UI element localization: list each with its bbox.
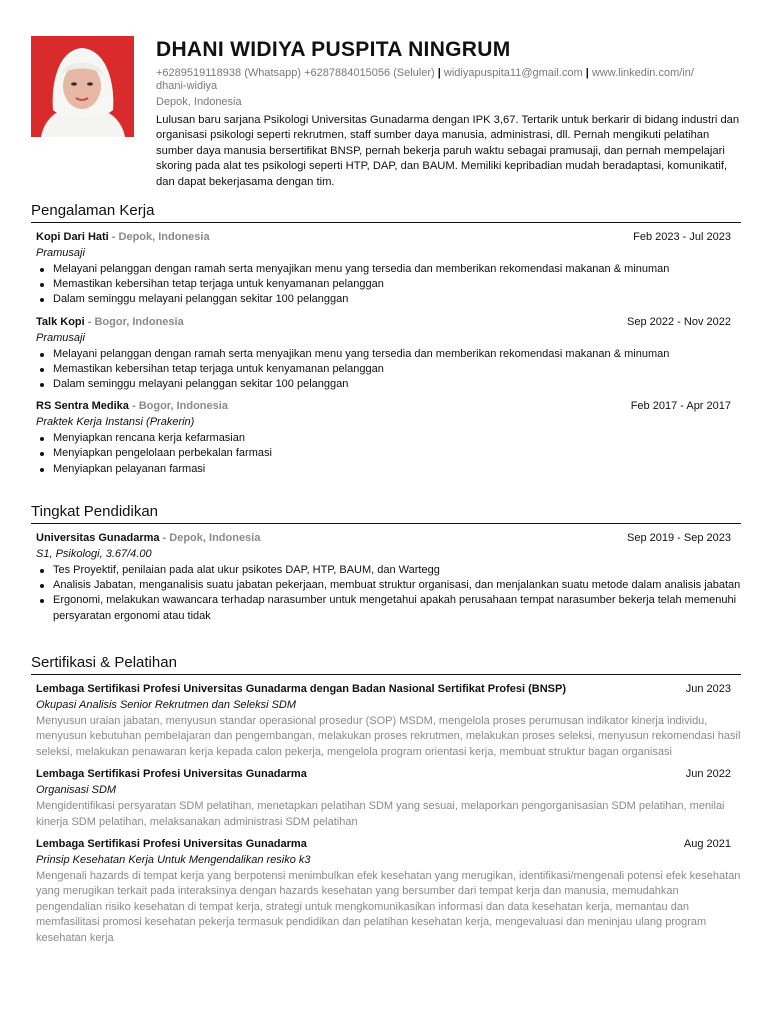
experience-entry [31, 315, 741, 393]
contact-separator: | [585, 67, 589, 79]
bullet-list [31, 347, 741, 393]
contact-info [156, 67, 741, 93]
organization-name: Lembaga Sertifikasi Profesi Universitas Gunadarma [36, 838, 307, 851]
entry-header [31, 399, 741, 413]
section-title-experience: Pengalaman Kerja [31, 201, 741, 223]
section-title-certification: Sertifikasi & Pelatihan [31, 653, 741, 675]
organization-name: Universitas Gunadarma [36, 532, 160, 544]
contact-email[interactable]: widiyapuspita11@gmail.com [443, 67, 583, 79]
contact-separator: | [437, 67, 441, 79]
profile-summary: Lulusan baru sarjana Psikologi Universitas Gunadarma dengan IPK 3,67. Tertarik untuk berkarir di bidang industri dan organisasi psikologi seperti rekrutmen, staff sumber daya manusia, administrasi, dll. Pernah mengikuti pelatihan sumber daya manusia bersertifikat BNSP, pernah bekerja paruh waktu sebagai pramusaji, dan pernah mempelajari skoring pada alat tes psikologi seperti HTP, DAP, dan BAUM. Memiliki kepribadian mudah beradaptasi, komunikatif, dan dapat bekerjasama dengan tim. [156, 114, 740, 188]
location-dash: - [84, 315, 95, 328]
date-range: Jun 2022 [685, 768, 731, 781]
bullet-item: Menyiapkan rencana kerja kefarmasian [36, 431, 741, 446]
bullet-item: Analisis Jabatan, menganalisis suatu jabatan pekerjaan, membuat struktur organisasi, dan menjalankan suatu metode dalam analisis jabatan [36, 578, 741, 593]
education-entry [31, 531, 741, 624]
contact-phone: +6289519118938 (Whatsapp) +6287884015056 (Seluler) [156, 67, 435, 79]
organization-location: Bogor, Indonesia [94, 315, 184, 328]
date-range: Aug 2021 [683, 838, 731, 851]
entry-header [31, 767, 741, 781]
experience-section [31, 201, 741, 477]
entry-header [31, 315, 741, 329]
role-title: Pramusaji [36, 247, 85, 259]
entry-description: Mengidentifikasi persyaratan SDM pelatihan, menetapkan pelatihan SDM yang sesuai, melaporkan pengorganisasian SDM pelatihan, menilai kinerja SDM pelatihan, melaksanakan administrasi SDM pelatihan [36, 800, 725, 828]
experience-entry [31, 399, 741, 477]
profile-photo [31, 36, 134, 137]
certification-list [31, 682, 741, 946]
certification-section [31, 653, 741, 946]
organization-name: Lembaga Sertifikasi Profesi Universitas Gunadarma [36, 768, 307, 781]
organization-location: Depok, Indonesia [169, 532, 261, 544]
bullet-item: Dalam seminggu melayani pelanggan sekitar 100 pelanggan [36, 377, 741, 392]
contact-linkedin-cont[interactable]: dhani-widiya [156, 80, 218, 92]
resume-header [31, 36, 741, 196]
bullet-item: Dalam seminggu melayani pelanggan sekitar 100 pelanggan [36, 292, 741, 307]
certification-entry [31, 767, 741, 830]
organization-location: Bogor, Indonesia [138, 400, 228, 413]
contact-linkedin[interactable]: www.linkedin.com/in/ [591, 67, 694, 79]
certification-entry [31, 682, 741, 760]
candidate-location: Depok, Indonesia [156, 96, 242, 108]
role-title: S1, Psikologi, 3.67/4.00 [36, 548, 152, 560]
date-range: Feb 2017 - Apr 2017 [630, 400, 731, 413]
education-list [31, 531, 741, 624]
date-range: Sep 2019 - Sep 2023 [627, 532, 731, 544]
organization-name: Kopi Dari Hati [36, 231, 109, 243]
organization-name: Lembaga Sertifikasi Profesi Universitas Gunadarma dengan Badan Nasional Sertifikat Profesi (BNSP) [36, 683, 566, 695]
entry-header [31, 837, 741, 851]
bullet-item: Tes Proyektif, penilaian pada alat ukur psikotes DAP, HTP, BAUM, dan Wartegg [36, 563, 741, 578]
role-title: Praktek Kerja Instansi (Prakerin) [36, 416, 195, 429]
certification-entry [31, 837, 741, 946]
experience-list [31, 230, 741, 477]
organization-name: Talk Kopi [36, 315, 85, 328]
date-range: Feb 2023 - Jul 2023 [633, 231, 731, 243]
bullet-item: Menyiapkan pengelolaan perbekalan farmasi [36, 446, 741, 461]
role-title: Prinsip Kesehatan Kerja Untuk Mengendalikan resiko k3 [36, 854, 311, 867]
entry-description: Menyusun uraian jabatan, menyusun standar operasional prosedur (SOP) MSDM, mengelola proses perumusan indikator kinerja individu, menyusun kebutuhan pembelajaran dan pengembangan, melakukan proses rekrutmen, melakukan proses seleksi, menyusun rekomendasi hasil seleksi, melakukan penawaran kerja kepada calon pekerja, mengelola program orientasi kerja, membuat struktur bagan organisasi [36, 715, 741, 758]
role-title: Okupasi Analisis Senior Rekrutmen dan Seleksi SDM [36, 699, 297, 711]
candidate-name: DHANI WIDIYA PUSPITA NINGRUM [156, 38, 511, 61]
bullet-list [31, 563, 741, 624]
bullet-list [31, 431, 741, 477]
location-dash: - [128, 400, 139, 413]
entry-description: Mengenali hazards di tempat kerja yang berpotensi menimbulkan efek kesehatan yang merugikan, identifikasi/mengenali potensi efek kesehatan yang merugikan terkait pada interaksinya dengan hazards kesehatan yang bersumber dari tempat kerja dan manusia, memudahkan pengendalian risiko kesehatan di tempat kerja, strategi untuk mengkomunikasikan informasi dan data kesehatan kerja, memantau dan memfasilitasi promosi kesehatan pekerja termasuk pendidikan dan pelatihan kesehatan kerja, mengevaluasi dan meninjau ulang program kesehatan kerja [36, 870, 741, 944]
bullet-item: Ergonomi, melakukan wawancara terhadap narasumber untuk mengetahui apakah perusahaan tempat narasumber bekerja telah memenuhi persyaratan ergonomi atau tidak [36, 593, 741, 623]
education-section [31, 502, 741, 624]
organization-name: RS Sentra Medika [36, 400, 129, 413]
entry-header [31, 682, 741, 696]
bullet-item: Memastikan kebersihan tetap terjaga untuk kenyamanan pelanggan [36, 362, 741, 377]
profile-photo-illustration [31, 36, 134, 137]
role-title: Pramusaji [36, 331, 85, 344]
bullet-item: Melayani pelanggan dengan ramah serta menyajikan menu yang tersedia dan memberikan rekomendasi makanan & minuman [36, 347, 741, 362]
date-range: Sep 2022 - Nov 2022 [627, 315, 731, 328]
location-dash: - [108, 231, 119, 243]
experience-entry [31, 230, 741, 308]
date-range: Jun 2023 [685, 683, 731, 695]
organization-location: Depok, Indonesia [118, 231, 210, 243]
location-dash: - [159, 532, 170, 544]
bullet-list [31, 262, 741, 308]
bullet-item: Melayani pelanggan dengan ramah serta menyajikan menu yang tersedia dan memberikan rekomendasi makanan & minuman [36, 262, 741, 277]
bullet-item: Memastikan kebersihan tetap terjaga untuk kenyamanan pelanggan [36, 277, 741, 292]
role-title: Organisasi SDM [36, 784, 117, 797]
entry-header [31, 531, 741, 545]
entry-header [31, 230, 741, 244]
bullet-item: Menyiapkan pelayanan farmasi [36, 462, 741, 477]
section-title-education: Tingkat Pendidikan [31, 502, 741, 524]
header-text [156, 36, 741, 190]
